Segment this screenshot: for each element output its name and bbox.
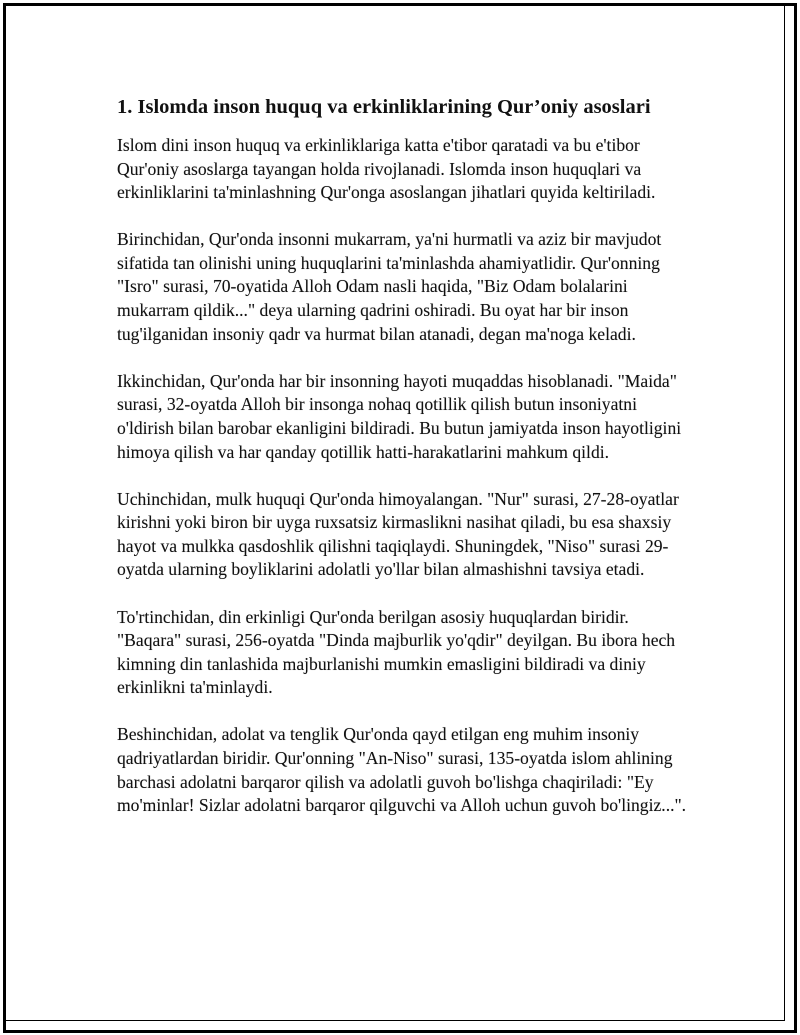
paragraph-first: Birinchidan, Qur'onda insonni mukarram, ya'ni hurmatli va aziz bir mavjudot sifatida tan olinishi uning huquqlarini ta'minlashda ahamiyatlidir. Qur'onning "Isro" surasi, 70-oyatida Alloh Odam nasli haqida, "Biz Odam bolalarini mukarram qildik..." deya ularning qadrini oshiradi. Bu oyat har bir inson tug'ilganidan insoniy qadr va hurmat bilan atanadi, degan ma'noga keladi. [117, 229, 662, 344]
document-body [117, 92, 697, 841]
section-heading: 1. Islomda inson huquq va erkinliklarining Qur’oniy asoslari [117, 96, 651, 118]
paragraph-fifth: Beshinchidan, adolat va tenglik Qur'onda qayd etilgan eng muhim insoniy qadriyatlardan biridir. Qur'onning "An-Niso" surasi, 135-oyatda islom ahlining barchasi adolatni barqaror qilish va adolatli guvoh bo'lishga chaqiriladi: "Ey mo'minlar! Sizlar adolatni barqaror qilguvchi va Alloh uchun guvoh bo'lingiz...". [117, 724, 687, 816]
paragraph-second: Ikkinchidan, Qur'onda har bir insonning hayoti muqaddas hisoblanadi. "Maida" surasi, 32-oyatda Alloh bir insonga nohaq qotillik qilish butun insoniyatni o'ldirish bilan barobar ekanligini bildiradi. Bu butun jamiyatda inson hayotligini himoya qilish va har qanday qotillik hatti-harakatlarini mahkum qildi. [117, 370, 682, 462]
paragraph-intro: Islom dini inson huquq va erkinliklariga katta e'tibor qaratadi va bu e'tibor Qur'oniy asoslarga tayangan holda rivojlanadi. Islomda inson huquqlari va erkinliklarini ta'minlashning Qur'onga asoslangan jihatlari quyida keltiriladi. [117, 135, 656, 203]
paragraph-fourth: To'rtinchidan, din erkinligi Qur'onda berilgan asosiy huquqlardan biridir. "Baqara" surasi, 256-oyatda "Dinda majburlik yo'qdir" deyilgan. Bu ibora hech kimning din tanlashida majburlanishi mumkin emasligini bildiradi va diniy erkinlikni ta'minlaydi. [117, 606, 676, 698]
paragraph-third: Uchinchidan, mulk huquqi Qur'onda himoyalangan. "Nur" surasi, 27-28-oyatlar kirishni yoki biron bir uyga ruxsatsiz kirmaslikni nasihat qiladi, bu esa shaxsiy hayot va mulkka qasdoshlik qilishni taqiqlaydi. Shuningdek, "Niso" surasi 29-oyatda ularning boyliklarini adolatli yo'llar bilan almashishni tavsiya etadi. [117, 488, 679, 580]
